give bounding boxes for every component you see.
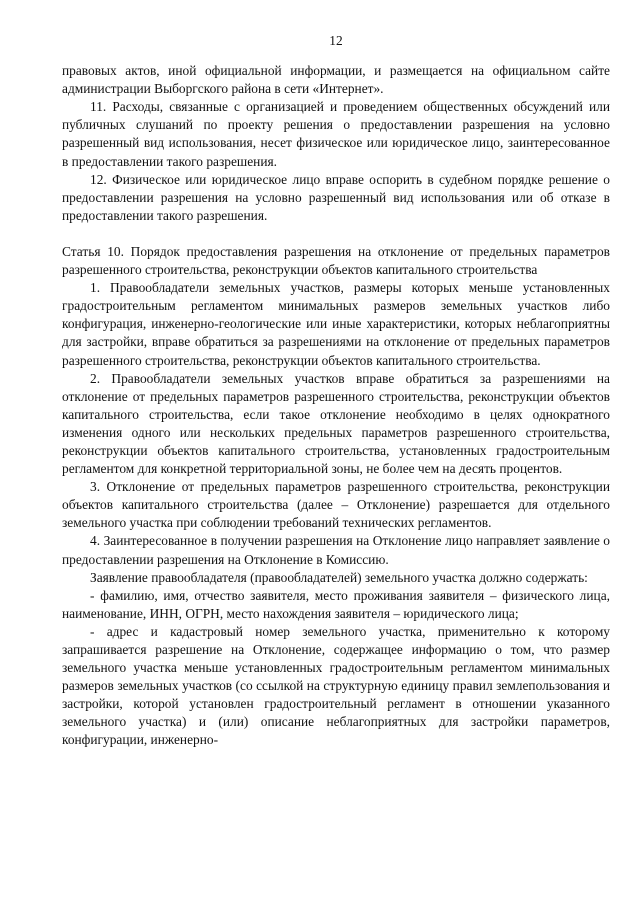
application-contents-intro: Заявление правообладателя (правообладателей) земельного участка должно содержать:: [90, 569, 588, 585]
list-item-applicant-info: - фамилию, имя, отчество заявителя, место проживания заявителя – физического лица, наименование, ИНН, ОГРН, место нахождения заявителя – юридического лица;: [62, 587, 610, 621]
article-paragraph-1: 1. Правообладатели земельных участков, размеры которых меньше установленных градостроительным регламентом минимальных размеров земельных участков либо конфигурация, инженерно-геологические или иные характеристики, которых неблагоприятны для застройки, вправе обратиться за разрешениями на отклонение от предельных параметров разрешенного строительства, реконструкции объектов капитального строительства.: [62, 280, 610, 368]
paragraph-item-12: 12. Физическое или юридическое лицо вправе оспорить в судебном порядке решение о предоставлении разрешения на условно разрешенный вид использования или об отказе в предоставлении такого разрешения.: [62, 171, 610, 223]
paragraph-continuation: правовых актов, иной официальной информации, и размещается на официальном сайте администрации Выборгского района в сети «Интернет».: [62, 63, 610, 97]
article-paragraph-2: 2. Правообладатели земельных участков вправе обратиться за разрешениями на отклонение от предельных параметров разрешенного строительства, реконструкции объектов капитального строительства, если такое отклонение необходимо в целях однократного изменения одного или нескольких предельных параметров разрешенного строительства, реконструкции объектов капитального строительства, установленных градостроительным регламентом для конкретной территориальной зоны, не более чем на десять процентов.: [62, 370, 610, 477]
list-item-land-plot-info: - адрес и кадастровый номер земельного участка, применительно к которому запрашивается разрешение на Отклонение, содержащее информацию о том, что размер земельного участка меньше установленных градостроительным регламентом минимальных размеров земельных участков (со ссылкой на структурную единицу правил землепользования и застройки, которой установлен градостроительный регламент в отношении указанного земельного участка) и (или) описание неблагоприятных для застройки параметров, конфигурации, инженерно-: [62, 623, 610, 748]
article-paragraph-3: 3. Отклонение от предельных параметров разрешенного строительства, реконструкции объектов капитального строительства (далее – Отклонение) разрешается для отдельного земельного участка при соблюдении требований технических регламентов.: [62, 479, 610, 531]
article-10-body: [62, 279, 610, 749]
article-paragraph-4: 4. Заинтересованное в получении разрешения на Отклонение лицо направляет заявление о предоставлении разрешения на Отклонение в Комиссию.: [62, 533, 610, 567]
paragraph-item-11: 11. Расходы, связанные с организацией и проведением общественных обсуждений или публичных слушаний по проекту решения о предоставлении разрешения на условно разрешенный вид использования, несет физическое или юридическое лицо, заинтересованное в предоставлении такого разрешения.: [62, 99, 610, 169]
article-10-heading: Статья 10. Порядок предоставления разрешения на отклонение от предельных параметров разрешенного строительства, реконструкции объектов капитального строительства: [62, 243, 610, 278]
page-number: 12: [329, 33, 343, 48]
top-section: [62, 62, 610, 225]
